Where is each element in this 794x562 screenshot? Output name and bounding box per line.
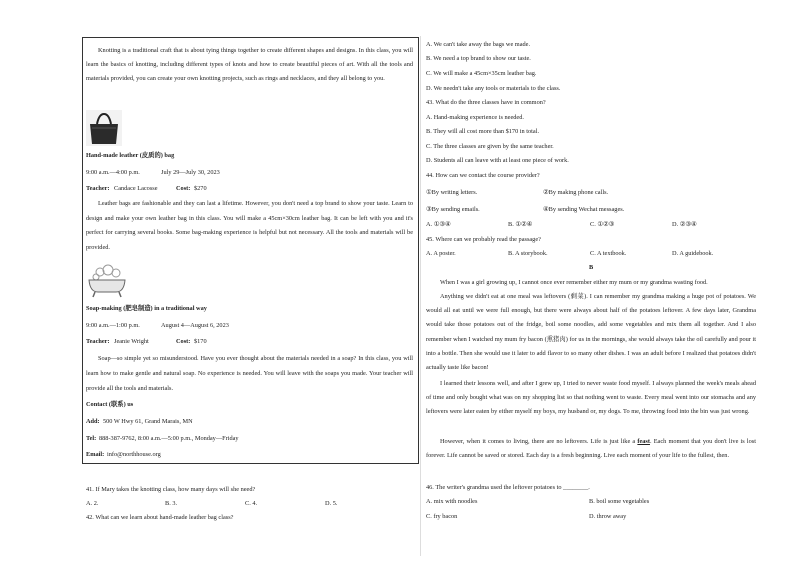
column-divider: [420, 36, 421, 556]
q44-option-a[interactable]: A. ①③④: [426, 221, 451, 228]
q43-option-d[interactable]: D. Students all can leave with at least one piece of work.: [426, 157, 569, 164]
q41-option-d[interactable]: D. 5.: [325, 500, 338, 507]
bag-teacher: Candace Lacosse: [114, 185, 158, 192]
paragraph-4-end: . Each moment that you don't live is lost forever. Life cannot be saved or stored. Each day is a fresh beginning. Live each moment of your life to the fullest, then.: [426, 438, 756, 460]
passage-b-paragraph-2: Anything we didn't eat at one meal was leftovers (剩菜). I can remember my grandma making a huge pot of potatoes. We would all eat until we were full enough, but there were always about half of the potatoes leftover. A few days later, Grandma would take those potatoes out of the fridge, boil some noodles, add some vegetables and mix them all together. And I also remember when I watched my mum fry bacon (熏猪肉) for us in the mornings, she would always take the oil carefully and pour it into a bottle. Then she would use it later to add flavor to so many other dishes. I was an adult before I realized that potatoes didn't actually taste like bacon!: [426, 293, 756, 372]
q43-option-a[interactable]: A. Hand-making experience is needed.: [426, 114, 524, 121]
passage-b-paragraph-3: I learned their lessons well, and after I grew up, I tried to never waste food myself. I always planned the week's meals ahead of time and only bought what was on my shopping list so that nothing went to waste. Every meal went into our stomachs and any leftovers were later eaten by either myself my boys, my husband or, my dogs. To me, throwing food into the bin was just wrong.: [426, 380, 756, 416]
soap-title: Soap-making (肥皂制造) in a traditional way: [86, 305, 207, 312]
q46-option-d[interactable]: D. throw away: [589, 513, 627, 520]
q42-option-c[interactable]: C. We will make a 45cm×35cm leather bag.: [426, 70, 537, 77]
passage-b-paragraph-1: When I was a girl growing up, I cannot once ever remember either my mum or my grandma wasting food.: [440, 279, 708, 286]
q44-option-b[interactable]: B. ①②④: [508, 221, 533, 228]
q46-option-a[interactable]: A. mix with noodles: [426, 498, 478, 505]
q41-option-b[interactable]: B. 3.: [165, 500, 178, 507]
bag-date: July 29—July 30, 2023: [161, 169, 220, 176]
question-46: 46. The writer's grandma used the leftover potatoes to ________.: [426, 484, 590, 491]
q42-option-b[interactable]: B. We need a top brand to show our taste.: [426, 55, 531, 62]
contact-title: Contact (联系) us: [86, 401, 134, 408]
q45-option-d[interactable]: D. A guidebook.: [672, 250, 714, 257]
q44-option-c[interactable]: C. ①②③: [590, 221, 615, 228]
telephone: 888-387-9762, 8:00 a.m.—5:00 p.m., Monday—Friday: [99, 435, 239, 442]
q44-item-1: ①By writing letters.: [426, 189, 478, 196]
tel-label: Tel:: [86, 435, 97, 442]
q45-option-c[interactable]: C. A textbook.: [590, 250, 627, 257]
knotting-intro: Knotting is a traditional craft that is about tying things together to create different shapes and designs. In this class, you will learn the basics of knotting, including different types of knots and how to create beautiful pieces of art. With all the tools and materials provided, you can create your own knotting projects, such as rings and necklaces, and they all belong to you.: [86, 47, 413, 83]
q43-option-b[interactable]: B. They will all cost more than $170 in total.: [426, 128, 540, 135]
q44-item-3: ③By sending emails.: [426, 206, 480, 213]
soap-cost-label: Cost:: [176, 338, 191, 345]
underlined-word-feast: feast: [637, 438, 650, 445]
paragraph-4-start: However, when it comes to living, there are no leftovers. Life is just like a: [440, 438, 638, 445]
q43-option-c[interactable]: C. The three classes are given by the same teacher.: [426, 143, 554, 150]
address-label: Add:: [86, 418, 100, 425]
question-45: 45. Where can we probably read the passage?: [426, 236, 541, 243]
bag-cost-label: Cost:: [176, 185, 191, 192]
email: info@northhouse.org: [107, 451, 161, 458]
soap-date: August 4—August 6, 2023: [161, 322, 229, 329]
q41-option-a[interactable]: A. 2.: [86, 500, 99, 507]
q42-option-a[interactable]: A. We can't take away the bags we made.: [426, 41, 531, 48]
q44-item-4: ④By sending Wechat messages.: [543, 206, 625, 213]
q45-option-a[interactable]: A. A poster.: [426, 250, 456, 257]
passage-b-paragraph-4: [426, 435, 756, 463]
q45-option-b[interactable]: B. A storybook.: [508, 250, 548, 257]
q41-option-c[interactable]: C. 4.: [245, 500, 258, 507]
question-43: 43. What do the three classes have in common?: [426, 99, 546, 106]
question-44: 44. How can we contact the course provider?: [426, 172, 540, 179]
soap-cost: $170: [194, 338, 207, 345]
soap-description: Soap—so simple yet so misunderstood. Have you ever thought about the materials needed in a soap? In this class, you will learn how to make gentle and natural soap. No experience is needed. You will leave with the soaps you made. Your teacher will provide all the tools and materials.: [86, 355, 413, 392]
q42-option-d[interactable]: D. We needn't take any tools or materials to the class.: [426, 85, 561, 92]
q46-option-b[interactable]: B. boil some vegetables: [589, 498, 650, 505]
leather-bag-image: [86, 110, 122, 146]
section-b-heading: B: [589, 264, 594, 271]
q44-option-d[interactable]: D. ②③④: [672, 221, 697, 228]
question-42: 42. What can we learn about hand-made leather bag class?: [86, 514, 234, 521]
address: 500 W Hwy 61, Grand Marais, MN: [103, 418, 193, 425]
q46-option-c[interactable]: C. fry bacon: [426, 513, 458, 520]
soap-teacher-label: Teacher:: [86, 338, 110, 345]
bag-title: Hand-made leather (皮质的) bag: [86, 152, 175, 159]
q44-item-2: ②By making phone calls.: [543, 189, 609, 196]
soap-teacher: Jeanie Wright: [114, 338, 149, 345]
bag-teacher-label: Teacher:: [86, 185, 110, 192]
bag-time: 9:00 a.m.—4:00 p.m.: [86, 169, 140, 176]
bag-cost: $270: [194, 185, 207, 192]
email-label: Email:: [86, 451, 105, 458]
bag-description: Leather bags are fashionable and they can last a lifetime. However, you don't need a top brand to show your taste. Learn to design and make your own leather bag in this class. You will make a 45cm×30cm leather bag. It can be left with you and it's perfect for carrying several books. Some bag-making experience is helpful but not necessary. All the tools and materials will be provided.: [86, 200, 413, 251]
soap-time: 9:00 a.m.—1:00 p.m.: [86, 322, 140, 329]
bathtub-soap-image: [86, 264, 128, 298]
question-41: 41. If Mary takes the knotting class, how many days will she need?: [86, 486, 256, 493]
